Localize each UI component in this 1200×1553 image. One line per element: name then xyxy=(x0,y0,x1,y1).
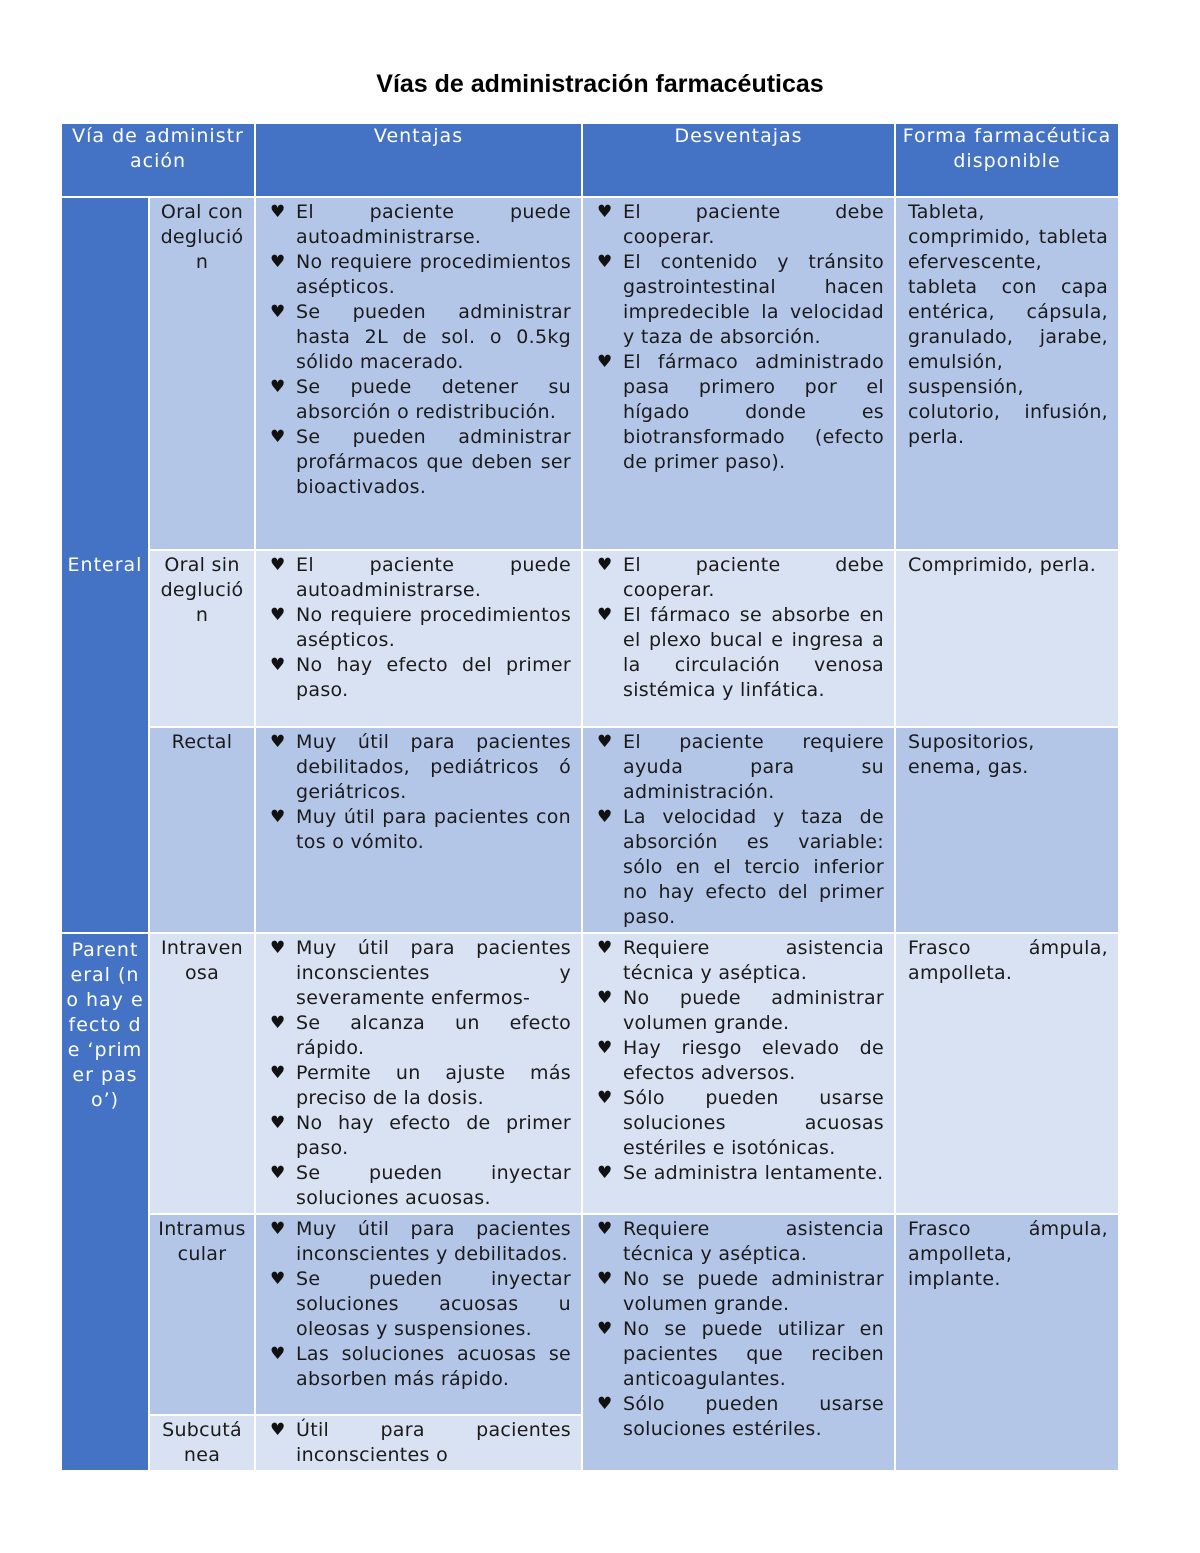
list-item-text: El paciente debe cooperar. xyxy=(623,201,885,248)
list-item xyxy=(268,1061,571,1111)
list-item xyxy=(595,553,884,603)
heart-icon: ♥ xyxy=(597,1163,613,1183)
list-item-text: No puede administrar volumen grande. xyxy=(623,987,885,1034)
list-item xyxy=(268,1217,571,1267)
list-item-text: Muy útil para pacientes inconscientes y debilitados. xyxy=(296,1218,572,1265)
heart-icon: ♥ xyxy=(270,1163,286,1183)
ventajas-cell xyxy=(255,1214,582,1415)
table-row xyxy=(61,727,1119,933)
list-item xyxy=(268,730,571,805)
heart-icon: ♥ xyxy=(270,1219,286,1239)
heart-icon: ♥ xyxy=(597,1038,613,1058)
list-item-text: Se pueden administrar hasta 2L de sol. o 0.5kg sólido macerado. xyxy=(296,301,572,373)
list-item-text: Útil para pacientes inconscientes o xyxy=(296,1419,572,1466)
list-item-text: El fármaco administrado pasa primero por el hígado donde es biotransformado (efecto de primer paso). xyxy=(623,351,885,473)
list-item xyxy=(268,553,571,603)
list-item-text: Se pueden inyectar soluciones acuosas u oleosas y suspensiones. xyxy=(296,1268,572,1340)
list-item xyxy=(595,1086,884,1161)
heart-icon: ♥ xyxy=(597,732,613,752)
heart-icon: ♥ xyxy=(270,938,286,958)
forma-cell: Supositorios, enema, gas. xyxy=(895,727,1119,933)
heart-icon: ♥ xyxy=(597,938,613,958)
list-item xyxy=(595,200,884,250)
header-row xyxy=(61,123,1119,197)
list-item-text: Muy útil para pacientes con tos o vómito. xyxy=(296,806,572,853)
heart-icon: ♥ xyxy=(597,1269,613,1289)
list-item xyxy=(595,1217,884,1267)
list-item xyxy=(595,250,884,350)
list-item xyxy=(595,805,884,930)
forma-cell: Frasco ámpula, ampolleta, implante. xyxy=(895,1214,1119,1471)
list-item-text: No se puede administrar volumen grande. xyxy=(623,1268,885,1315)
list-item-text: El paciente puede autoadministrarse. xyxy=(296,201,572,248)
list-item xyxy=(268,1342,571,1392)
list-item xyxy=(268,1267,571,1342)
list-item xyxy=(595,1392,884,1442)
list-item xyxy=(595,1161,884,1186)
desventajas-cell xyxy=(582,933,895,1214)
ventajas-cell xyxy=(255,550,582,727)
list-item-text: Permite un ajuste más preciso de la dosis. xyxy=(296,1062,572,1109)
list-item xyxy=(268,200,571,250)
table-row xyxy=(61,197,1119,550)
heart-icon: ♥ xyxy=(270,427,286,447)
list-item xyxy=(595,730,884,805)
list-item-text: La velocidad y taza de absorción es variable: sólo en el tercio inferior no hay efecto del primer paso. xyxy=(623,806,885,928)
list-item xyxy=(268,1111,571,1161)
list-item-text: Sólo pueden usarse soluciones acuosas estériles e isotónicas. xyxy=(623,1087,885,1159)
page-title: Vías de administración farmacéuticas xyxy=(376,70,824,98)
heart-icon: ♥ xyxy=(597,988,613,1008)
list-item xyxy=(595,936,884,986)
ventajas-cell xyxy=(255,1415,582,1471)
list-item-text: El fármaco se absorbe en el plexo bucal e ingresa a la circulación venosa sistémica y linfática. xyxy=(623,604,885,701)
ventajas-cell xyxy=(255,727,582,933)
list-item xyxy=(268,603,571,653)
desventajas-cell xyxy=(582,197,895,550)
list-item xyxy=(595,986,884,1036)
route-name: Subcutánea xyxy=(149,1415,255,1471)
route-name: Oral con deglución xyxy=(149,197,255,550)
list-item-text: Se administra lentamente. xyxy=(623,1162,884,1184)
table-row xyxy=(61,550,1119,727)
heart-icon: ♥ xyxy=(597,605,613,625)
list-item xyxy=(268,375,571,425)
list-item-text: Se alcanza un efecto rápido. xyxy=(296,1012,572,1059)
list-item-text: El contenido y tránsito gastrointestinal hacen impredecible la velocidad y taza de absorción. xyxy=(623,251,885,348)
list-item-text: Requiere asistencia técnica y aséptica. xyxy=(623,1218,885,1265)
list-item xyxy=(268,1011,571,1061)
ventajas-cell xyxy=(255,197,582,550)
route-name: Oral sin deglución xyxy=(149,550,255,727)
heart-icon: ♥ xyxy=(270,1013,286,1033)
group-parenteral: Parenteral (no hay efecto de ‘primer paso’) xyxy=(61,933,149,1471)
list-item xyxy=(268,805,571,855)
header-ventajas: Ventajas xyxy=(255,123,582,197)
heart-icon: ♥ xyxy=(597,1394,613,1414)
list-item-text: No hay efecto del primer paso. xyxy=(296,654,572,701)
list-item-text: No se puede utilizar en pacientes que reciben anticoagulantes. xyxy=(623,1318,885,1390)
list-item xyxy=(595,603,884,703)
list-item-text: Las soluciones acuosas se absorben más rápido. xyxy=(296,1343,572,1390)
list-item-text: Se pueden administrar profármacos que deben ser bioactivados. xyxy=(296,426,572,498)
list-item xyxy=(268,1418,571,1468)
heart-icon: ♥ xyxy=(270,1269,286,1289)
heart-icon: ♥ xyxy=(270,807,286,827)
list-item-text: No hay efecto de primer paso. xyxy=(296,1112,572,1159)
heart-icon: ♥ xyxy=(270,1344,286,1364)
forma-cell: Frasco ámpula, ampolleta. xyxy=(895,933,1119,1214)
list-item xyxy=(595,350,884,475)
list-item-text: Muy útil para pacientes inconscientes y severamente enfermos- xyxy=(296,937,572,1009)
heart-icon: ♥ xyxy=(597,555,613,575)
list-item xyxy=(268,425,571,500)
desventajas-cell xyxy=(582,550,895,727)
forma-cell: Tableta, comprimido, tableta efervescente, tableta con capa entérica, cápsula, granulado, jarabe, emulsión, suspensión, colutorio, infusión, perla. xyxy=(895,197,1119,550)
heart-icon: ♥ xyxy=(270,555,286,575)
heart-icon: ♥ xyxy=(597,1219,613,1239)
routes-table xyxy=(60,122,1120,1472)
route-name: Intravenosa xyxy=(149,933,255,1214)
list-item-text: No requiere procedimientos asépticos. xyxy=(296,604,572,651)
route-name: Intramuscular xyxy=(149,1214,255,1415)
list-item-text: Se puede detener su absorción o redistribución. xyxy=(296,376,572,423)
list-item-text: No requiere procedimientos asépticos. xyxy=(296,251,572,298)
heart-icon: ♥ xyxy=(597,202,613,222)
heart-icon: ♥ xyxy=(270,1420,286,1440)
list-item-text: El paciente puede autoadministrarse. xyxy=(296,554,572,601)
heart-icon: ♥ xyxy=(597,352,613,372)
list-item xyxy=(268,1161,571,1211)
list-item-text: El paciente requiere ayuda para su administración. xyxy=(623,731,885,803)
list-item-text: Sólo pueden usarse soluciones estériles. xyxy=(623,1393,885,1440)
list-item xyxy=(268,250,571,300)
header-via: Vía de administración xyxy=(61,123,255,197)
heart-icon: ♥ xyxy=(270,732,286,752)
list-item-text: Se pueden inyectar soluciones acuosas. xyxy=(296,1162,572,1209)
list-item-text: Muy útil para pacientes debilitados, pediátricos ó geriátricos. xyxy=(296,731,572,803)
desventajas-cell xyxy=(582,1214,895,1471)
header-desventajas: Desventajas xyxy=(582,123,895,197)
forma-cell: Comprimido, perla. xyxy=(895,550,1119,727)
list-item xyxy=(595,1267,884,1317)
list-item-text: El paciente debe cooperar. xyxy=(623,554,885,601)
heart-icon: ♥ xyxy=(270,302,286,322)
table-row xyxy=(61,933,1119,1214)
route-name: Rectal xyxy=(149,727,255,933)
table-row xyxy=(61,1214,1119,1415)
heart-icon: ♥ xyxy=(597,1319,613,1339)
list-item xyxy=(595,1317,884,1392)
group-enteral: Enteral xyxy=(61,197,149,933)
heart-icon: ♥ xyxy=(270,605,286,625)
header-forma: Forma farmacéutica disponible xyxy=(895,123,1119,197)
heart-icon: ♥ xyxy=(270,377,286,397)
list-item xyxy=(595,1036,884,1086)
ventajas-cell xyxy=(255,933,582,1214)
heart-icon: ♥ xyxy=(597,1088,613,1108)
desventajas-cell xyxy=(582,727,895,933)
list-item xyxy=(268,300,571,375)
heart-icon: ♥ xyxy=(270,1113,286,1133)
heart-icon: ♥ xyxy=(270,202,286,222)
list-item xyxy=(268,936,571,1011)
heart-icon: ♥ xyxy=(270,655,286,675)
list-item xyxy=(268,653,571,703)
heart-icon: ♥ xyxy=(597,807,613,827)
heart-icon: ♥ xyxy=(270,252,286,272)
heart-icon: ♥ xyxy=(597,252,613,272)
list-item-text: Hay riesgo elevado de efectos adversos. xyxy=(623,1037,885,1084)
list-item-text: Requiere asistencia técnica y aséptica. xyxy=(623,937,885,984)
heart-icon: ♥ xyxy=(270,1063,286,1083)
